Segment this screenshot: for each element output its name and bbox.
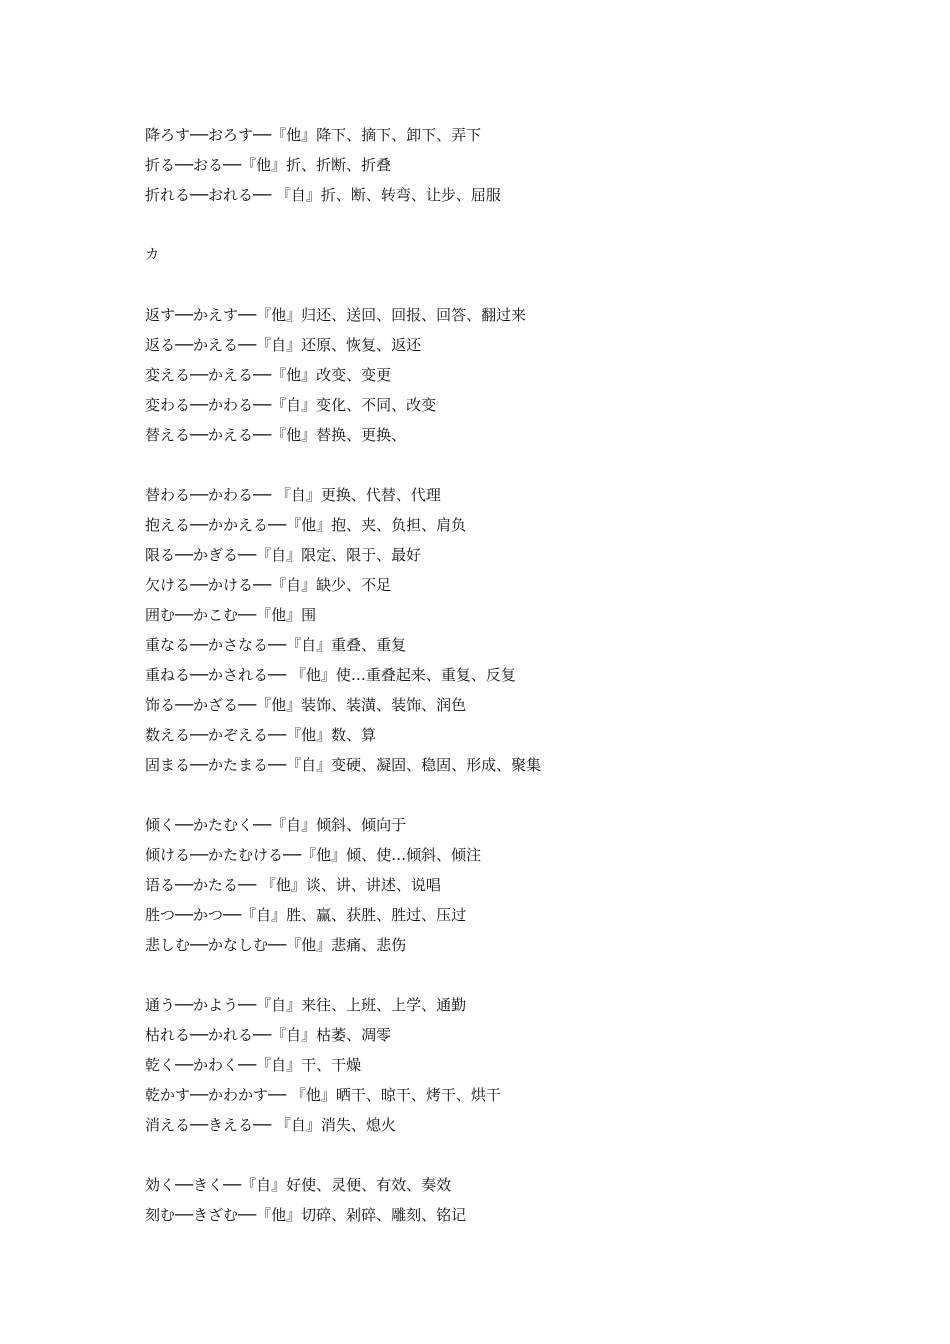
- list-item: 刻む──きざむ──『他』切碎、剁碎、雕刻、铭记: [145, 1206, 467, 1224]
- list-item: 枯れる──かれる──『自』枯萎、凋零: [145, 1026, 392, 1044]
- section-heading-ka: カ: [145, 247, 159, 263]
- list-item: 消える──きえる── 『自』消失、熄火: [145, 1116, 396, 1134]
- list-item: 替わる──かわる── 『自』更换、代替、代理: [145, 486, 441, 504]
- blank-line: [145, 270, 905, 300]
- list-item: 返る──かえる──『自』还原、恢复、返还: [145, 336, 422, 354]
- list-item: 抱える──かかえる──『他』抱、夹、负担、肩负: [145, 516, 467, 534]
- list-item: 固まる──かたまる──『自』变硬、凝固、稳固、形成、聚集: [145, 756, 542, 774]
- list-item: 限る──かぎる──『自』限定、限于、最好: [145, 546, 422, 564]
- blank-line: [145, 210, 905, 240]
- list-item: 乾く──かわく──『自』干、干燥: [145, 1056, 362, 1074]
- list-item: 通う──かよう──『自』来往、上班、上学、通勤: [145, 996, 467, 1014]
- vocabulary-list: [145, 120, 905, 1230]
- list-item: 折る──おる──『他』折、折断、折叠: [145, 156, 392, 174]
- list-item: 変わる──かわる──『自』变化、不同、改变: [145, 396, 437, 414]
- list-item: 返す──かえす──『他』归还、送回、回报、回答、翻过来: [145, 306, 527, 324]
- blank-line: [145, 450, 905, 480]
- list-item: 重ねる──かされる── 『他』使…重叠起来、重复、反复: [145, 666, 516, 684]
- list-item: 饰る──かざる──『他』装饰、装潢、装饰、润色: [145, 696, 467, 714]
- blank-line: [145, 960, 905, 990]
- list-item: 倾ける──かたむける──『他』倾、使…倾斜、倾注: [145, 846, 482, 864]
- list-item: 効く──きく──『自』好使、灵便、有效、奏效: [145, 1176, 452, 1194]
- list-item: 重なる──かさなる──『自』重叠、重复: [145, 636, 407, 654]
- list-item: 欠ける──かける──『自』缺少、不足: [145, 576, 392, 594]
- list-item: 囲む──かこむ──『他』围: [145, 606, 317, 624]
- list-item: 胜つ──かつ──『自』胜、赢、获胜、胜过、压过: [145, 906, 467, 924]
- list-item: 変える──かえる──『他』改变、变更: [145, 366, 392, 384]
- list-item: 悲しむ──かなしむ──『他』悲痛、悲伤: [145, 936, 407, 954]
- list-item: 倾く──かたむく──『自』倾斜、倾向于: [145, 816, 407, 834]
- list-item: 降ろす──おろす──『他』降下、摘下、卸下、弄下: [145, 126, 482, 144]
- list-item: 语る──かたる── 『他』谈、讲、讲述、说唱: [145, 876, 441, 894]
- blank-line: [145, 1140, 905, 1170]
- list-item: 数える──かぞえる──『他』数、算: [145, 726, 377, 744]
- list-item: 替える──かえる──『他』替换、更换、: [145, 426, 407, 444]
- list-item: 乾かす──かわかす── 『他』晒干、晾干、烤干、烘干: [145, 1086, 501, 1104]
- list-item: 折れる──おれる── 『自』折、断、转弯、让步、屈服: [145, 186, 501, 204]
- blank-line: [145, 780, 905, 810]
